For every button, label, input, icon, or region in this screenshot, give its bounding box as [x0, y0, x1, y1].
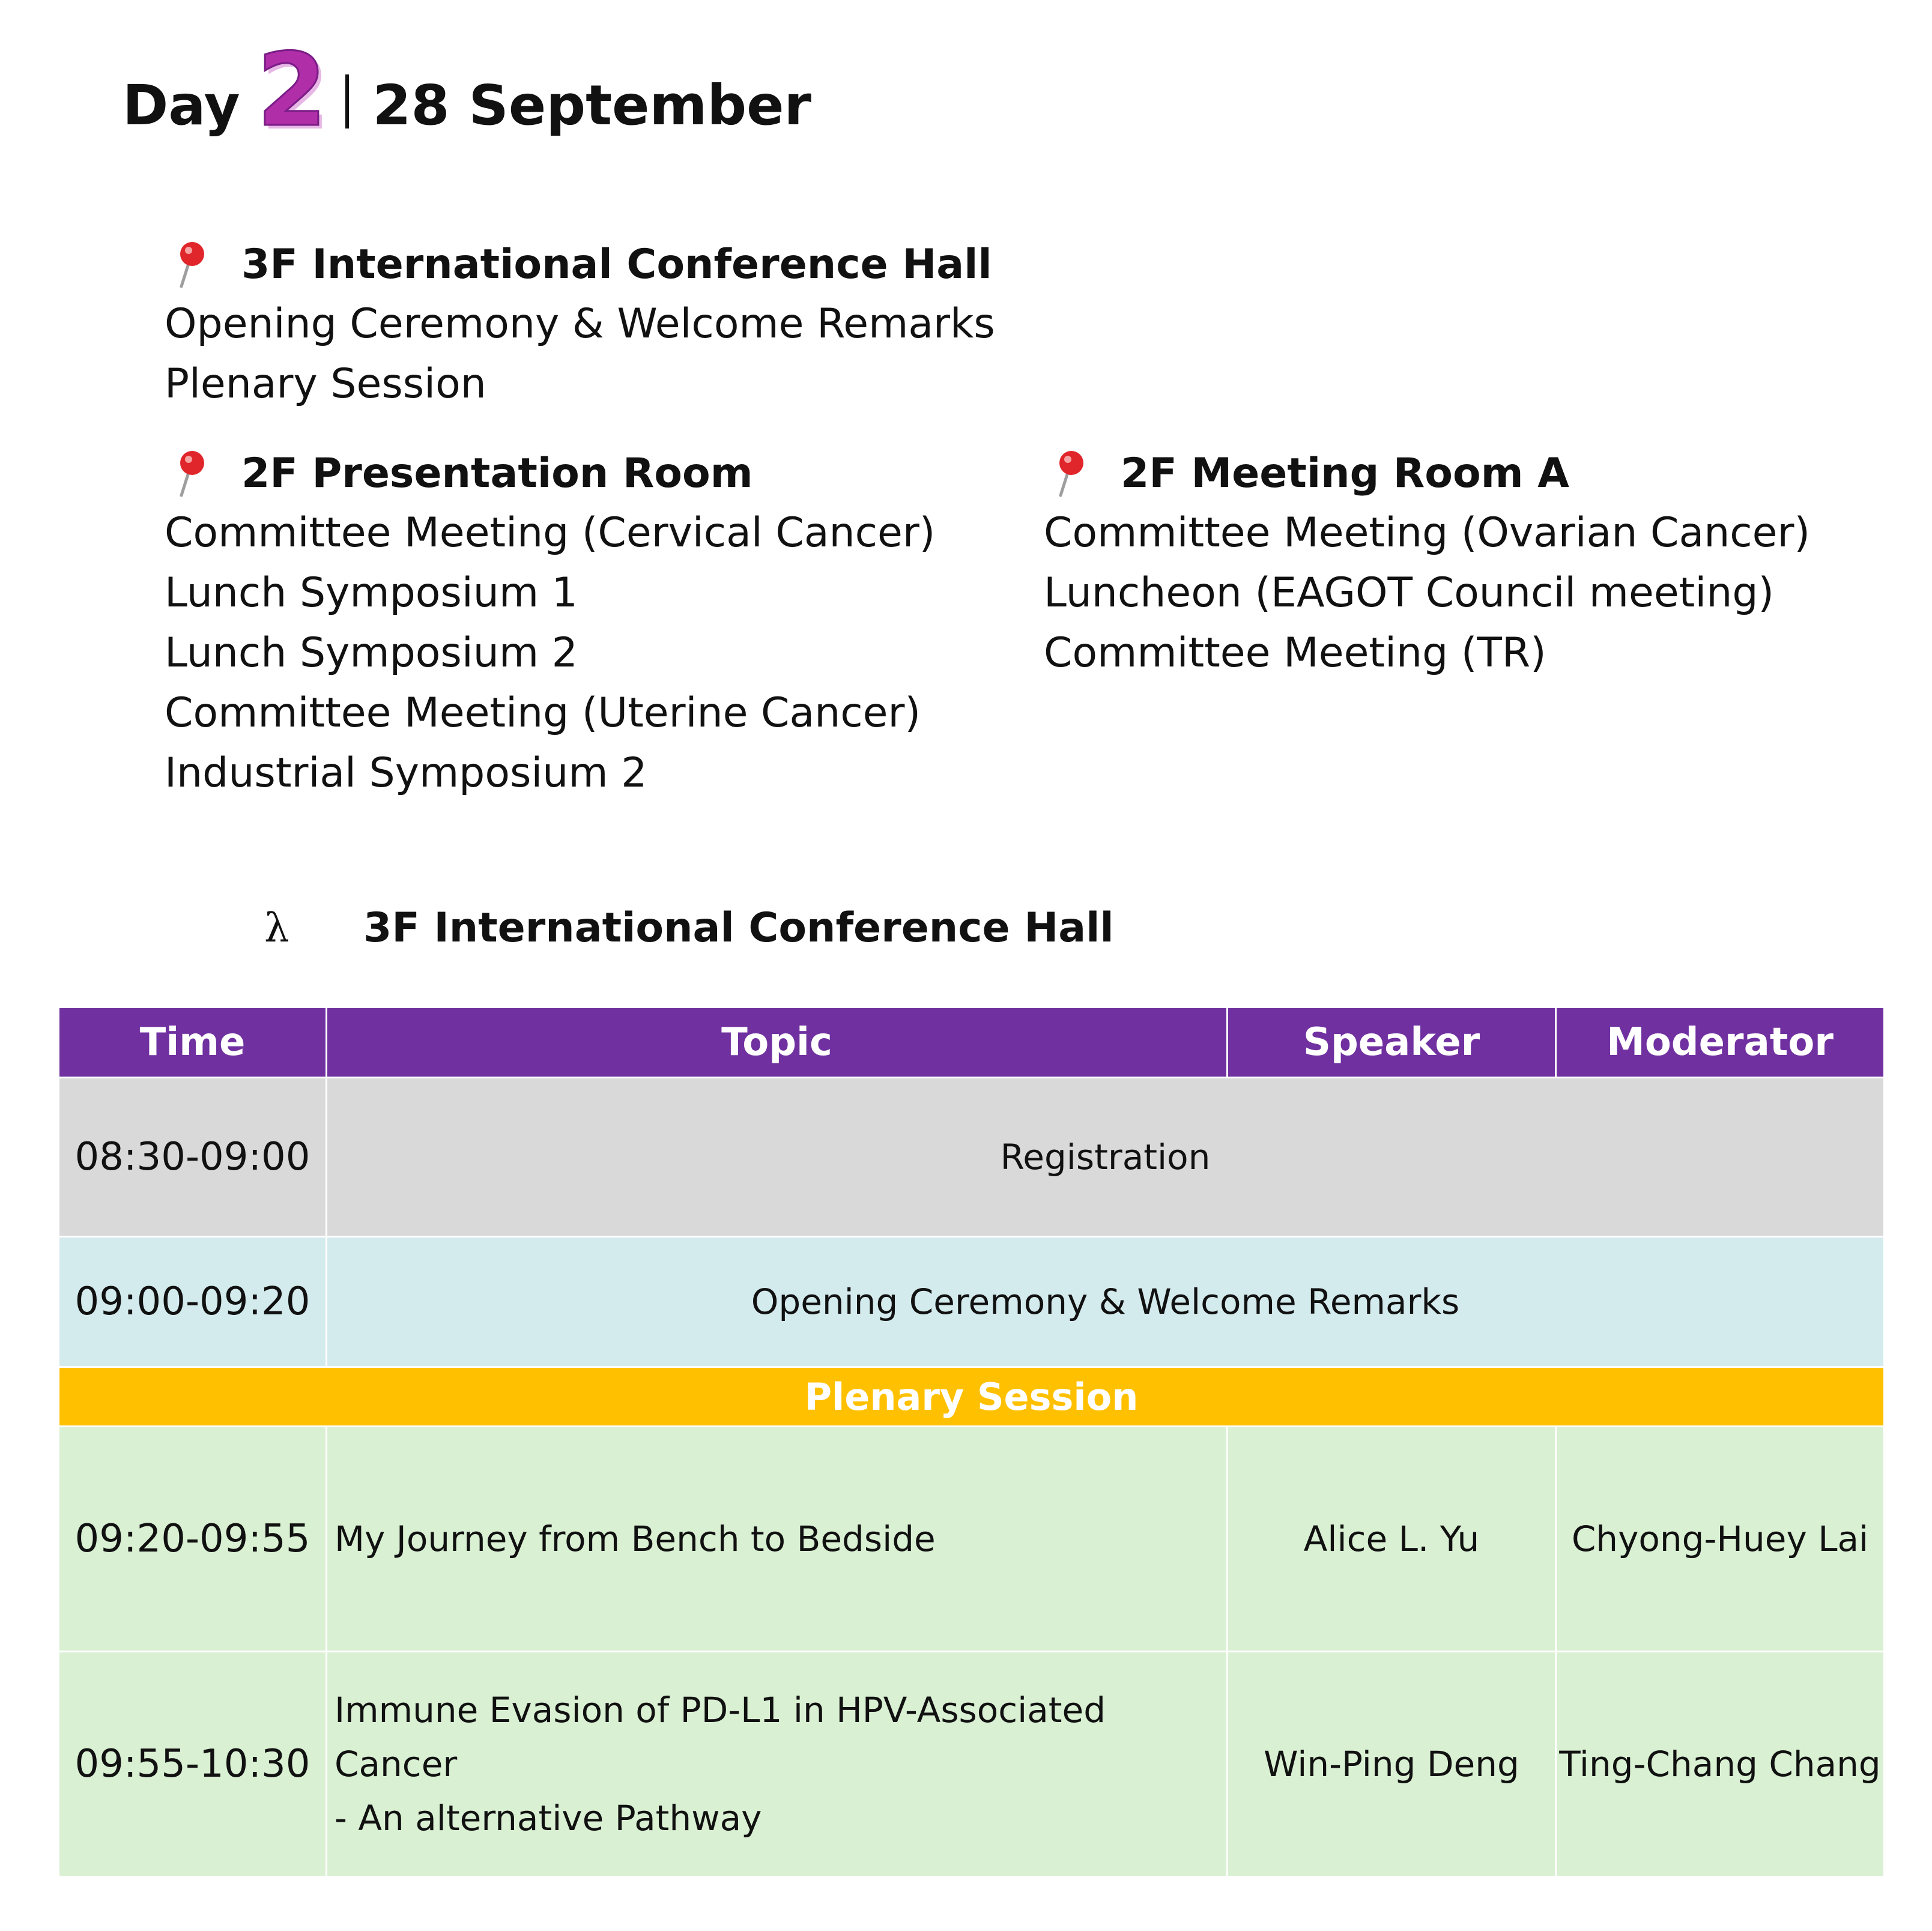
- section-title: 3F International Conference Hall: [363, 904, 1114, 952]
- topic-line: Immune Evasion of PD-L1 in HPV-Associated Cancer: [335, 1690, 1106, 1784]
- venue-item: Luncheon (EAGOT Council meeting): [1044, 569, 1775, 617]
- topic-line: - An alternative Pathway: [335, 1798, 762, 1839]
- day-number: 2: [256, 31, 327, 149]
- opening-cell: Opening Ceremony & Welcome Remarks: [327, 1237, 1885, 1367]
- registration-cell: Registration: [327, 1078, 1885, 1237]
- moderator-cell: Ting-Chang Chang: [1556, 1652, 1885, 1877]
- pin-icon: [1043, 446, 1097, 500]
- header-topic: Topic: [327, 1008, 1228, 1078]
- venue-item: Opening Ceremony & Welcome Remarks: [165, 300, 995, 348]
- moderator-cell: Chyong-Huey Lai: [1556, 1427, 1885, 1652]
- venue-item: Committee Meeting (TR): [1044, 629, 1546, 677]
- time-cell: 09:20-09:55: [59, 1427, 327, 1652]
- topic-cell: [327, 1652, 1228, 1877]
- table-header-row: [59, 1008, 1885, 1078]
- venue-title: 3F International Conference Hall: [241, 240, 992, 288]
- venue-meeting-room-a: [1044, 443, 1810, 683]
- venue-item: Plenary Session: [165, 360, 486, 408]
- pin-icon: [163, 446, 217, 500]
- day-header: [123, 31, 811, 149]
- schedule-table: [58, 1006, 1885, 1878]
- pin-icon: [163, 237, 217, 291]
- plenary-session-banner: Plenary Session: [59, 1367, 1885, 1427]
- header-speaker: Speaker: [1228, 1008, 1556, 1078]
- venue-main-hall: [165, 234, 995, 414]
- date-label: 28 September: [372, 73, 811, 137]
- header-moderator: Moderator: [1556, 1008, 1885, 1078]
- venue-heading: [165, 443, 935, 503]
- venue-heading: [1044, 443, 1810, 503]
- day-label: Day: [123, 73, 240, 137]
- venue-item: Industrial Symposium 2: [165, 749, 647, 797]
- speaker-cell: Win-Ping Deng: [1228, 1652, 1556, 1877]
- venue-item: Lunch Symposium 2: [165, 629, 578, 677]
- table-row: [59, 1652, 1885, 1877]
- venue-item: Committee Meeting (Ovarian Cancer): [1044, 509, 1810, 557]
- table-row: [59, 1078, 1885, 1237]
- topic-cell: My Journey from Bench to Bedside: [327, 1427, 1228, 1652]
- lambda-bullet-icon: λ: [264, 904, 289, 951]
- section-heading: [264, 895, 1114, 961]
- venue-item: Lunch Symposium 1: [165, 569, 578, 617]
- time-cell: 09:00-09:20: [59, 1237, 327, 1367]
- venue-item: Committee Meeting (Uterine Cancer): [165, 689, 921, 737]
- header-divider: [345, 74, 349, 128]
- table-row: [59, 1237, 1885, 1367]
- session-banner-row: [59, 1367, 1885, 1427]
- venue-title: 2F Presentation Room: [241, 449, 753, 497]
- header-time: Time: [59, 1008, 327, 1078]
- speaker-cell: Alice L. Yu: [1228, 1427, 1556, 1652]
- venue-title: 2F Meeting Room A: [1121, 449, 1569, 497]
- venue-heading: [165, 234, 995, 294]
- venue-presentation-room: [165, 443, 935, 803]
- time-cell: 08:30-09:00: [59, 1078, 327, 1237]
- table-row: [59, 1427, 1885, 1652]
- time-cell: 09:55-10:30: [59, 1652, 327, 1877]
- venue-item: Committee Meeting (Cervical Cancer): [165, 509, 936, 557]
